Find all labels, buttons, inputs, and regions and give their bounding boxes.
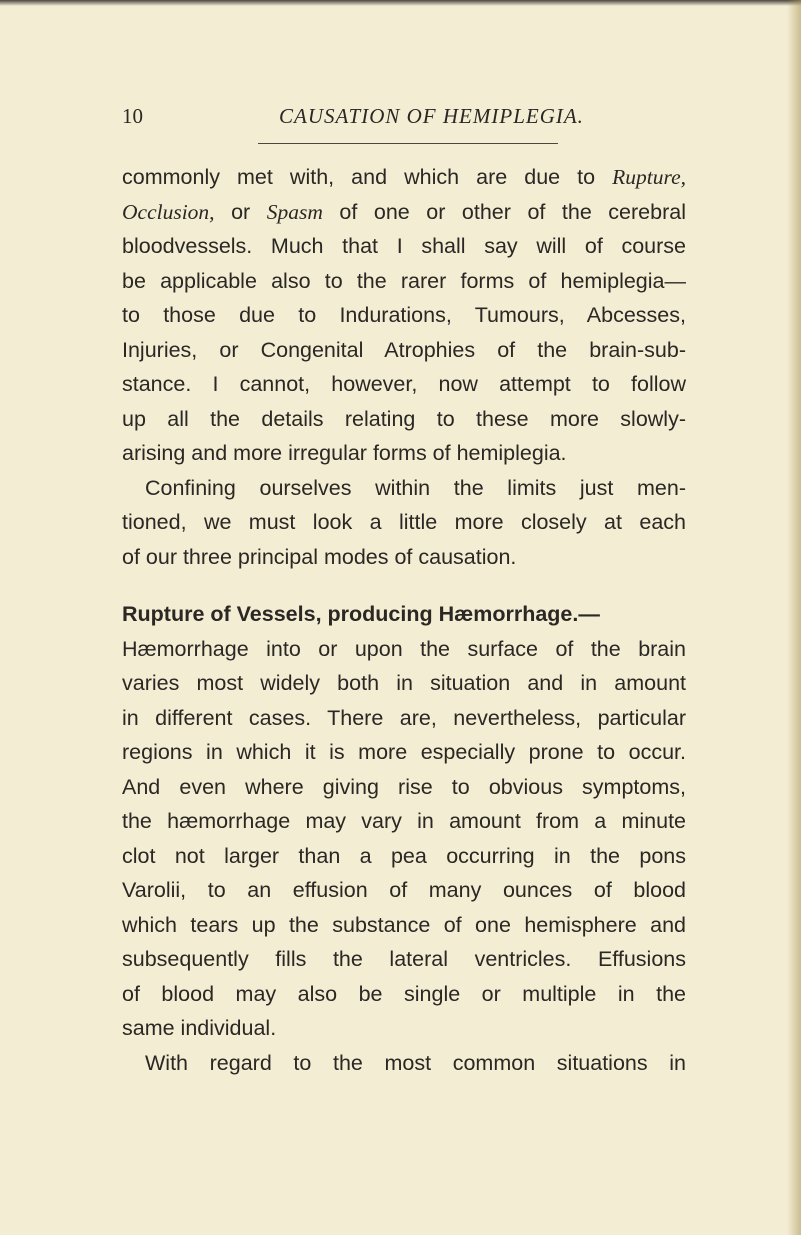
text-line: of blood may also be single or multiple in the (122, 981, 686, 1006)
text-line: Varolii, to an effusion of many ounces of blood (122, 878, 686, 902)
text-line: subsequently fills the lateral ventricles. Effusions (122, 947, 686, 971)
body-text (122, 160, 686, 1080)
text-line: same individual. (122, 1016, 277, 1040)
text-line: bloodvessels. Much that I shall say will of course (122, 234, 686, 258)
text-line: arising and more irregular forms of hemiplegia. (122, 441, 567, 465)
running-head: CAUSATION OF HEMIPLEGIA. (279, 104, 584, 128)
text-line: Occlusion, or Spasm of one or other of the cerebral (122, 199, 686, 224)
text-line: of our three principal modes of causation. (122, 544, 517, 569)
text-line: up all the details relating to these more slowly- (122, 406, 686, 431)
text-line: tioned, we must look a little more closely at each (122, 510, 686, 534)
text-line: varies most widely both in situation and in amount (122, 671, 686, 695)
section-gap (122, 574, 686, 597)
section-heading: Rupture of Vessels, producing Hæmorrhage.— (122, 602, 600, 626)
text-line: to those due to Indurations, Tumours, Abcesses, (122, 303, 686, 327)
page-top-shadow (0, 0, 801, 6)
text-line: regions in which it is more especially prone to occur. (122, 740, 686, 764)
text-line: the hæmorrhage may vary in amount from a minute (122, 809, 686, 833)
page-number: 10 (122, 104, 143, 128)
text-line: Confining ourselves within the limits just men- (145, 475, 686, 500)
text-line: commonly met with, and which are due to Rupture, (122, 165, 686, 189)
text-line: With regard to the most common situations in (145, 1050, 686, 1075)
page-right-edge (787, 0, 801, 1235)
text-line: be applicable also to the rarer forms of hemiplegia— (122, 268, 686, 293)
header-rule (258, 143, 558, 144)
page-header (122, 100, 687, 140)
text-line: stance. I cannot, however, now attempt to follow (122, 372, 686, 396)
text-line: in different cases. There are, nevertheless, particular (122, 705, 686, 730)
text-line: And even where giving rise to obvious symptoms, (122, 774, 686, 799)
text-line: Injuries, or Congenital Atrophies of the brain-sub- (122, 337, 686, 362)
text-line: clot not larger than a pea occurring in the pons (122, 843, 686, 868)
text-line: Hæmorrhage into or upon the surface of the brain (122, 636, 686, 661)
text-line: which tears up the substance of one hemisphere and (122, 912, 686, 937)
